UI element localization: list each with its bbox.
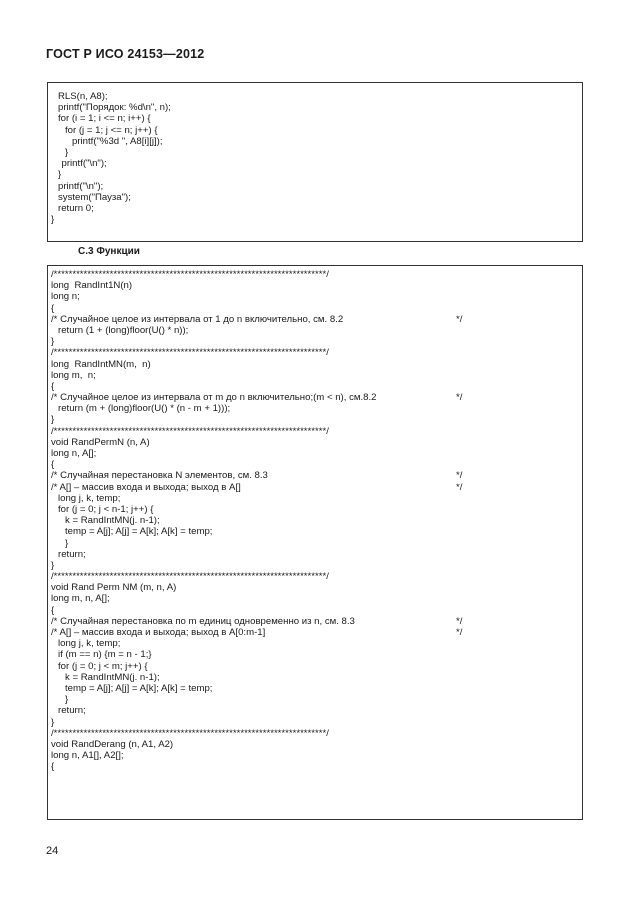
code-line	[48, 158, 582, 169]
code-text: /*************************************************************************/	[51, 425, 329, 437]
code-line	[48, 672, 582, 683]
code-line	[48, 638, 582, 649]
code-text: /*************************************************************************/	[51, 347, 329, 359]
code-text: long n, A[];	[51, 448, 97, 459]
code-line	[48, 593, 582, 604]
code-text: }	[58, 169, 62, 181]
code-line	[48, 560, 582, 571]
comment-end: */	[456, 615, 463, 627]
code-line	[48, 470, 582, 481]
code-line	[48, 347, 582, 358]
code-text: }	[65, 537, 69, 549]
comment-end: */	[456, 481, 463, 493]
page-number: 24	[46, 845, 59, 857]
code-text: /* Случайная перестановка по m единиц одновременно из n, см. 8.3	[51, 615, 355, 627]
code-text: {	[51, 302, 55, 314]
code-line	[48, 280, 582, 291]
code-line	[48, 325, 582, 336]
code-text: return (1 + (long)floor(U() * n));	[58, 324, 189, 336]
code-line	[48, 147, 582, 158]
code-text: long n;	[51, 291, 80, 303]
code-text: /* Случайное целое из интервала от 1 до n включительно, см. 8.2	[51, 313, 344, 325]
code-text: {	[51, 604, 55, 616]
code-text: }	[51, 559, 55, 571]
code-text: {	[51, 380, 55, 392]
code-line	[48, 269, 582, 280]
code-text: }	[51, 214, 55, 226]
code-text: long j, k, temp;	[58, 492, 121, 504]
code-line	[48, 515, 582, 526]
code-line	[48, 403, 582, 414]
code-text: long RandIntMN(m, n)	[51, 358, 151, 370]
code-line	[48, 493, 582, 504]
code-block-main	[47, 82, 583, 242]
code-text: long j, k, temp;	[58, 638, 121, 650]
code-text: void RandDerang (n, A1, A2)	[51, 738, 174, 750]
code-line	[48, 728, 582, 739]
code-line	[48, 91, 582, 102]
comment-end: */	[456, 392, 463, 404]
code-text: }	[51, 716, 55, 728]
code-text: return;	[58, 548, 86, 560]
code-line	[48, 616, 582, 627]
code-text: for (j = 1; j <= n; j++) {	[65, 124, 158, 136]
code-text: /* A[] – массив входа и выхода; выход в A[0:m-1]	[51, 627, 266, 638]
code-line	[48, 538, 582, 549]
code-line	[48, 214, 582, 225]
code-line	[48, 392, 582, 403]
code-text: return;	[58, 705, 86, 717]
code-text: /* A[] – массив входа и выхода; выход в A[]	[51, 481, 241, 493]
section-title: С.3 Функции	[78, 246, 140, 257]
code-text: temp = A[j]; A[j] = A[k]; A[k] = temp;	[65, 682, 213, 694]
code-line	[48, 482, 582, 493]
code-line	[48, 504, 582, 515]
code-line	[48, 359, 582, 370]
code-line	[48, 336, 582, 347]
code-line	[48, 192, 582, 203]
code-line	[48, 113, 582, 124]
code-text: if (m == n) {m = n - 1;}	[58, 649, 152, 661]
code-text: for (j = 0; j < m; j++) {	[58, 660, 148, 672]
code-line	[48, 705, 582, 716]
code-line	[48, 203, 582, 214]
code-text: }	[51, 414, 55, 426]
code-text: long m, n;	[51, 369, 96, 381]
code-text: k = RandIntMN(j. n-1);	[65, 671, 160, 683]
code-line	[48, 549, 582, 560]
code-line	[48, 448, 582, 459]
code-text: /*************************************************************************/	[51, 269, 329, 280]
code-line	[48, 717, 582, 728]
code-text: {	[51, 761, 55, 773]
code-line	[48, 649, 582, 660]
code-text: return (m + (long)floor(U() * (n - m + 1)));	[58, 403, 231, 415]
code-text: /*************************************************************************/	[51, 571, 329, 583]
code-line	[48, 303, 582, 314]
code-line	[48, 102, 582, 113]
code-text: system("Пауза");	[58, 191, 131, 203]
code-text: RLS(n, A8);	[58, 91, 108, 102]
code-line	[48, 526, 582, 537]
code-line	[48, 370, 582, 381]
code-line	[48, 136, 582, 147]
code-line	[48, 169, 582, 180]
code-text: temp = A[j]; A[j] = A[k]; A[k] = temp;	[65, 526, 213, 538]
code-text: void RandPermN (n, A)	[51, 436, 150, 448]
code-text: printf("Порядок: %d\n", n);	[58, 102, 171, 114]
code-text: k = RandIntMN(j. n-1);	[65, 515, 160, 527]
code-text: {	[51, 459, 55, 471]
code-line	[48, 761, 582, 772]
code-text: printf("\n");	[61, 158, 107, 170]
code-text: for (i = 1; i <= n; i++) {	[58, 113, 151, 125]
comment-end: */	[456, 627, 463, 638]
code-line	[48, 750, 582, 761]
code-text: void Rand Perm NM (m, n, A)	[51, 582, 177, 594]
code-line	[48, 683, 582, 694]
code-text: long m, n, A[];	[51, 593, 110, 605]
code-line	[48, 125, 582, 136]
comment-end: */	[456, 313, 463, 325]
code-line	[48, 181, 582, 192]
code-text: }	[65, 146, 69, 158]
code-text: long n, A1[], A2[];	[51, 750, 124, 762]
code-line	[48, 582, 582, 593]
code-text: long RandInt1N(n)	[51, 280, 133, 292]
code-text: /* Случайное целое из интервала от m до n включительно;(m < n), см.8.2	[51, 392, 377, 404]
code-line	[48, 739, 582, 750]
code-text: }	[65, 694, 69, 706]
code-line	[48, 571, 582, 582]
code-line	[48, 314, 582, 325]
code-line	[48, 627, 582, 638]
code-text: }	[51, 336, 55, 348]
code-text: return 0;	[58, 202, 94, 214]
code-line	[48, 291, 582, 302]
code-line	[48, 459, 582, 470]
code-line	[48, 426, 582, 437]
code-text: /*************************************************************************/	[51, 727, 329, 739]
comment-end: */	[456, 470, 463, 482]
code-text: printf("%3d ", A8[i][j]);	[72, 135, 163, 147]
code-line	[48, 605, 582, 616]
document-header: ГОСТ Р ИСО 24153—2012	[46, 47, 205, 61]
code-text: /* Случайная перестановка N элементов, см. 8.3	[51, 470, 268, 482]
code-block-functions	[47, 265, 583, 820]
code-line	[48, 694, 582, 705]
code-text: printf("\n");	[58, 180, 104, 192]
code-line	[48, 661, 582, 672]
code-line	[48, 381, 582, 392]
code-text: for (j = 0; j < n-1; j++) {	[58, 503, 154, 515]
code-line	[48, 414, 582, 425]
code-line	[48, 437, 582, 448]
